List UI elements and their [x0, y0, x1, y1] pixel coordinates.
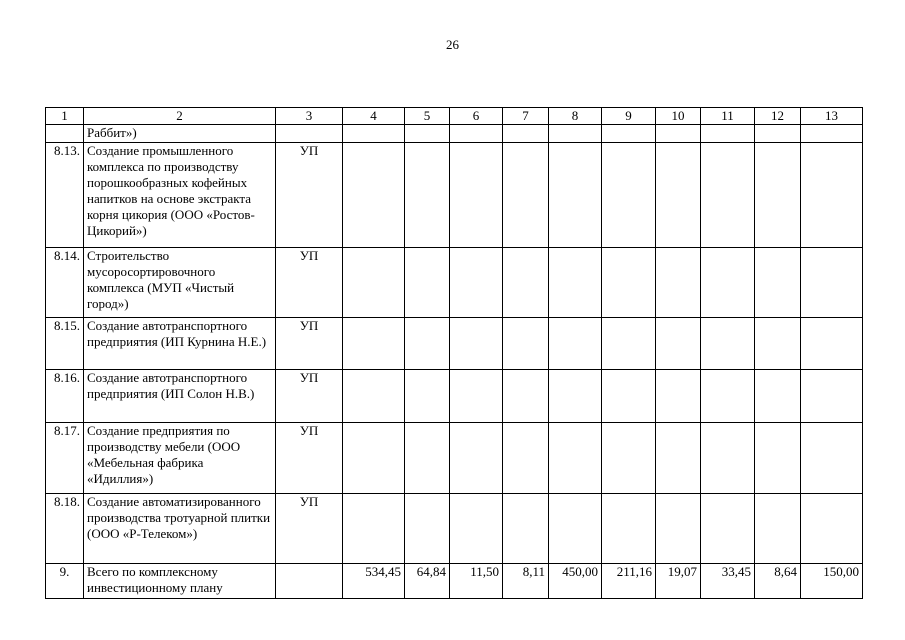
value-cell: 150,00	[801, 564, 863, 599]
value-cell	[450, 370, 503, 423]
header-cell: 8	[549, 108, 602, 125]
value-cell	[343, 125, 405, 143]
value-cell	[801, 248, 863, 318]
row-number: 8.16.	[46, 370, 84, 423]
value-cell	[549, 318, 602, 370]
value-cell	[801, 494, 863, 564]
value-cell	[656, 370, 701, 423]
row-type: УП	[276, 248, 343, 318]
value-cell	[450, 494, 503, 564]
value-cell	[503, 248, 549, 318]
value-cell	[801, 370, 863, 423]
row-number: 8.17.	[46, 423, 84, 494]
value-cell	[801, 125, 863, 143]
table-row	[46, 494, 863, 564]
value-cell	[450, 423, 503, 494]
value-cell	[405, 143, 450, 248]
header-cell: 7	[503, 108, 549, 125]
value-cell	[701, 370, 755, 423]
row-name: Раббит»)	[84, 125, 276, 143]
row-type	[276, 125, 343, 143]
row-name: Создание автоматизированного производства тротуарной плитки (ООО «Р-Телеком»)	[84, 494, 276, 564]
value-cell	[656, 143, 701, 248]
value-cell: 534,45	[343, 564, 405, 599]
value-cell	[602, 423, 656, 494]
value-cell	[405, 370, 450, 423]
row-number: 8.15.	[46, 318, 84, 370]
value-cell	[343, 248, 405, 318]
value-cell	[602, 370, 656, 423]
row-number	[46, 125, 84, 143]
value-cell	[656, 125, 701, 143]
value-cell	[549, 494, 602, 564]
value-cell	[503, 143, 549, 248]
value-cell	[801, 143, 863, 248]
value-cell	[549, 248, 602, 318]
investment-plan-table	[45, 107, 863, 599]
value-cell: 8,64	[755, 564, 801, 599]
row-number: 8.14.	[46, 248, 84, 318]
value-cell	[343, 494, 405, 564]
value-cell	[343, 318, 405, 370]
value-cell	[405, 423, 450, 494]
value-cell: 8,11	[503, 564, 549, 599]
value-cell	[755, 318, 801, 370]
row-number: 9.	[46, 564, 84, 599]
value-cell	[343, 423, 405, 494]
table-row	[46, 125, 863, 143]
value-cell	[701, 125, 755, 143]
value-cell	[405, 494, 450, 564]
row-type: УП	[276, 143, 343, 248]
total-row	[46, 564, 863, 599]
value-cell	[549, 423, 602, 494]
value-cell	[755, 248, 801, 318]
header-cell: 3	[276, 108, 343, 125]
header-cell: 9	[602, 108, 656, 125]
value-cell	[549, 125, 602, 143]
value-cell	[656, 494, 701, 564]
row-type: УП	[276, 494, 343, 564]
value-cell	[602, 248, 656, 318]
row-name: Создание автотранспортного предприятия (ИП Солон Н.В.)	[84, 370, 276, 423]
header-cell: 5	[405, 108, 450, 125]
value-cell	[549, 143, 602, 248]
value-cell	[701, 494, 755, 564]
row-type	[276, 564, 343, 599]
value-cell: 64,84	[405, 564, 450, 599]
row-type: УП	[276, 423, 343, 494]
value-cell	[450, 248, 503, 318]
row-name: Создание предприятия по производству мебели (ООО «Мебельная фабрика «Идиллия»)	[84, 423, 276, 494]
value-cell	[405, 248, 450, 318]
value-cell	[801, 318, 863, 370]
value-cell	[602, 494, 656, 564]
header-cell: 1	[46, 108, 84, 125]
value-cell	[450, 125, 503, 143]
header-cell: 4	[343, 108, 405, 125]
value-cell	[602, 125, 656, 143]
header-cell: 6	[450, 108, 503, 125]
header-cell: 13	[801, 108, 863, 125]
row-name: Всего по комплексному инвестиционному плану	[84, 564, 276, 599]
value-cell: 450,00	[549, 564, 602, 599]
page-number: 26	[446, 37, 459, 52]
table-row	[46, 248, 863, 318]
value-cell	[701, 143, 755, 248]
row-name: Создание автотранспортного предприятия (ИП Курнина Н.Е.)	[84, 318, 276, 370]
value-cell	[343, 143, 405, 248]
value-cell	[405, 318, 450, 370]
value-cell	[801, 423, 863, 494]
value-cell	[701, 318, 755, 370]
value-cell	[602, 318, 656, 370]
table-row	[46, 370, 863, 423]
value-cell: 19,07	[656, 564, 701, 599]
row-type: УП	[276, 370, 343, 423]
header-cell: 2	[84, 108, 276, 125]
table-row	[46, 318, 863, 370]
value-cell	[343, 370, 405, 423]
value-cell	[503, 318, 549, 370]
value-cell	[450, 143, 503, 248]
value-cell: 211,16	[602, 564, 656, 599]
value-cell	[755, 423, 801, 494]
value-cell	[656, 423, 701, 494]
row-type: УП	[276, 318, 343, 370]
row-number: 8.13.	[46, 143, 84, 248]
value-cell	[701, 248, 755, 318]
row-name: Создание промышленного комплекса по производству порошкообразных кофейных напитков на основе экстракта корня цикория (ООО «Ростов-Цикорий»)	[84, 143, 276, 248]
value-cell	[755, 494, 801, 564]
value-cell	[450, 318, 503, 370]
header-cell: 10	[656, 108, 701, 125]
value-cell	[755, 125, 801, 143]
value-cell	[503, 423, 549, 494]
header-cell: 11	[701, 108, 755, 125]
value-cell	[405, 125, 450, 143]
header-cell: 12	[755, 108, 801, 125]
value-cell	[755, 370, 801, 423]
value-cell	[602, 143, 656, 248]
row-name: Строительство мусоросортировочного комплекса (МУП «Чистый город»)	[84, 248, 276, 318]
value-cell	[503, 370, 549, 423]
value-cell	[503, 494, 549, 564]
value-cell	[503, 125, 549, 143]
header-row	[46, 108, 863, 125]
table-row	[46, 423, 863, 494]
table-row	[46, 143, 863, 248]
value-cell	[701, 423, 755, 494]
value-cell: 33,45	[701, 564, 755, 599]
row-number: 8.18.	[46, 494, 84, 564]
value-cell	[549, 370, 602, 423]
value-cell	[656, 248, 701, 318]
value-cell	[656, 318, 701, 370]
value-cell: 11,50	[450, 564, 503, 599]
value-cell	[755, 143, 801, 248]
